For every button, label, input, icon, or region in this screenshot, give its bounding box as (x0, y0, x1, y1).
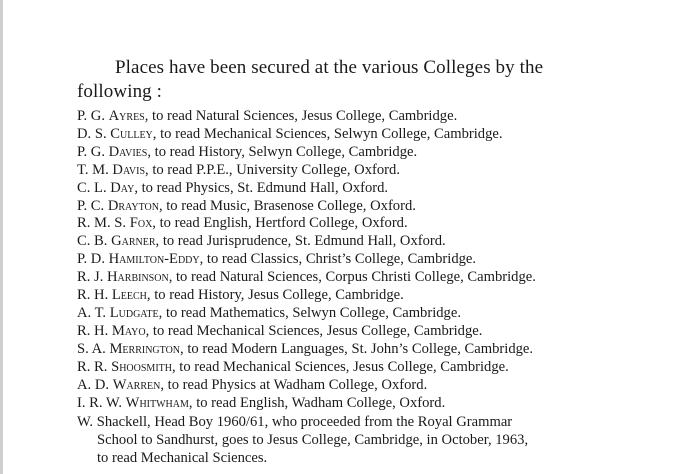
list-item (77, 269, 677, 287)
entry-surname: Ayres (108, 108, 145, 124)
entry-details: , to read Classics, Christ’s College, Cambridge. (199, 251, 477, 268)
list-item (77, 215, 677, 233)
entry-initials: R. J. (77, 269, 104, 286)
list-item (77, 198, 677, 216)
page-edge-shadow (0, 0, 3, 474)
head-boy-note-line-1 (77, 414, 677, 432)
entry-initials: S. A. (77, 340, 106, 357)
entry-surname: Whitwham (125, 394, 189, 411)
head-boy-note-line-3: to read Mechanical Sciences. (97, 449, 268, 466)
entry-details: , to read Mechanical Sciences, Selwyn College, Cambridge. (152, 125, 503, 142)
entry-details: , to read English, Wadham College, Oxford. (188, 394, 446, 411)
entry-surname: Harbinson (107, 269, 169, 286)
entry-initials: P. C. (77, 197, 105, 214)
entry-details: , to read History, Jesus College, Cambridge. (146, 287, 404, 304)
entry-details: , to read Mechanical Sciences, Jesus College, Cambridge. (171, 358, 509, 375)
entry-surname: Shoosmith (111, 358, 172, 375)
list-item (77, 162, 677, 180)
entry-initials: W. (77, 414, 94, 430)
list-item (77, 233, 677, 251)
entry-details: , to read Mechanical Sciences, Jesus College, Cambridge. (145, 322, 483, 339)
entry-details: , to read Modern Languages, St. John’s College, Cambridge. (180, 340, 534, 357)
list-item (77, 323, 677, 341)
list-item (77, 377, 677, 395)
entry-initials: D. S. (77, 125, 107, 142)
list-item (77, 108, 677, 126)
list-item (77, 359, 677, 377)
list-item (77, 395, 677, 413)
entry-surname: Mayo (111, 322, 146, 339)
head-boy-note-line-2: School to Sandhurst, goes to Jesus College, Cambridge, in October, 1963, (97, 431, 529, 448)
entry-initials: A. T. (77, 304, 107, 321)
entry-initials: P. G. (77, 143, 105, 160)
entry-details: , to read Jurisprudence, St. Edmund Hall, Oxford. (155, 233, 446, 250)
entry-initials: P. D. (77, 251, 105, 268)
list-item (77, 251, 677, 269)
entry-details: , to read History, Selwyn College, Cambridge. (147, 143, 418, 160)
entry-surname: Leech (111, 287, 147, 304)
entry-surname: Culley (110, 125, 153, 142)
list-item (77, 144, 677, 162)
entry-details: , to read Mathematics, Selwyn College, Cambridge. (158, 304, 461, 321)
entry-details: , to read English, Hertford College, Oxford. (152, 215, 408, 232)
entry-surname: Davies (108, 143, 148, 160)
list-item (77, 305, 677, 323)
list-item (77, 180, 677, 198)
entry-surname: Warren (112, 376, 161, 393)
entry-details: , to read Physics at Wadham College, Oxford. (160, 376, 428, 393)
head-boy-note (77, 414, 677, 468)
entry-initials: C. L. (77, 179, 107, 196)
entry-surname: Hamilton-Eddy (108, 251, 200, 268)
entry-details: , to read Natural Sciences, Corpus Christi College, Cambridge. (168, 269, 536, 286)
entry-initials: R. R. (77, 358, 108, 375)
list-item (77, 126, 677, 144)
entry-details: , to read Music, Brasenose College, Oxford. (158, 197, 416, 214)
entry-surname: Garner (111, 233, 156, 250)
college-places-list (77, 108, 677, 412)
entry-surname: Fox (129, 215, 153, 232)
entry-details: , Head Boy 1960/61, who proceeded from the Royal Grammar (147, 414, 513, 430)
entry-surname: Merrington (109, 340, 181, 357)
entry-initials: P. G. (77, 108, 105, 124)
entry-initials: R. H. (77, 287, 109, 304)
list-item (77, 287, 677, 305)
entry-initials: I. R. W. (77, 394, 123, 411)
entry-surname: Ludgate (109, 304, 159, 321)
page-heading: Places have been secured at the various Colleges by the following : (77, 57, 544, 102)
entry-surname: Drayton (107, 197, 159, 214)
list-item (77, 341, 677, 359)
entry-initials: R. H. (77, 322, 109, 339)
entry-initials: T. M. (77, 161, 109, 178)
entry-details: , to read Physics, St. Edmund Hall, Oxford. (134, 179, 389, 196)
entry-surname: Shackell (96, 414, 148, 430)
entry-initials: R. M. S. (77, 215, 127, 232)
entry-details: , to read Natural Sciences, Jesus College, Cambridge. (144, 108, 458, 124)
entry-initials: C. B. (77, 233, 108, 250)
entry-details: , to read P.P.E., University College, Oxford. (145, 161, 400, 178)
entry-initials: A. D. (77, 376, 110, 393)
entry-surname: Day (110, 179, 135, 196)
entry-surname: Davis (112, 161, 146, 178)
